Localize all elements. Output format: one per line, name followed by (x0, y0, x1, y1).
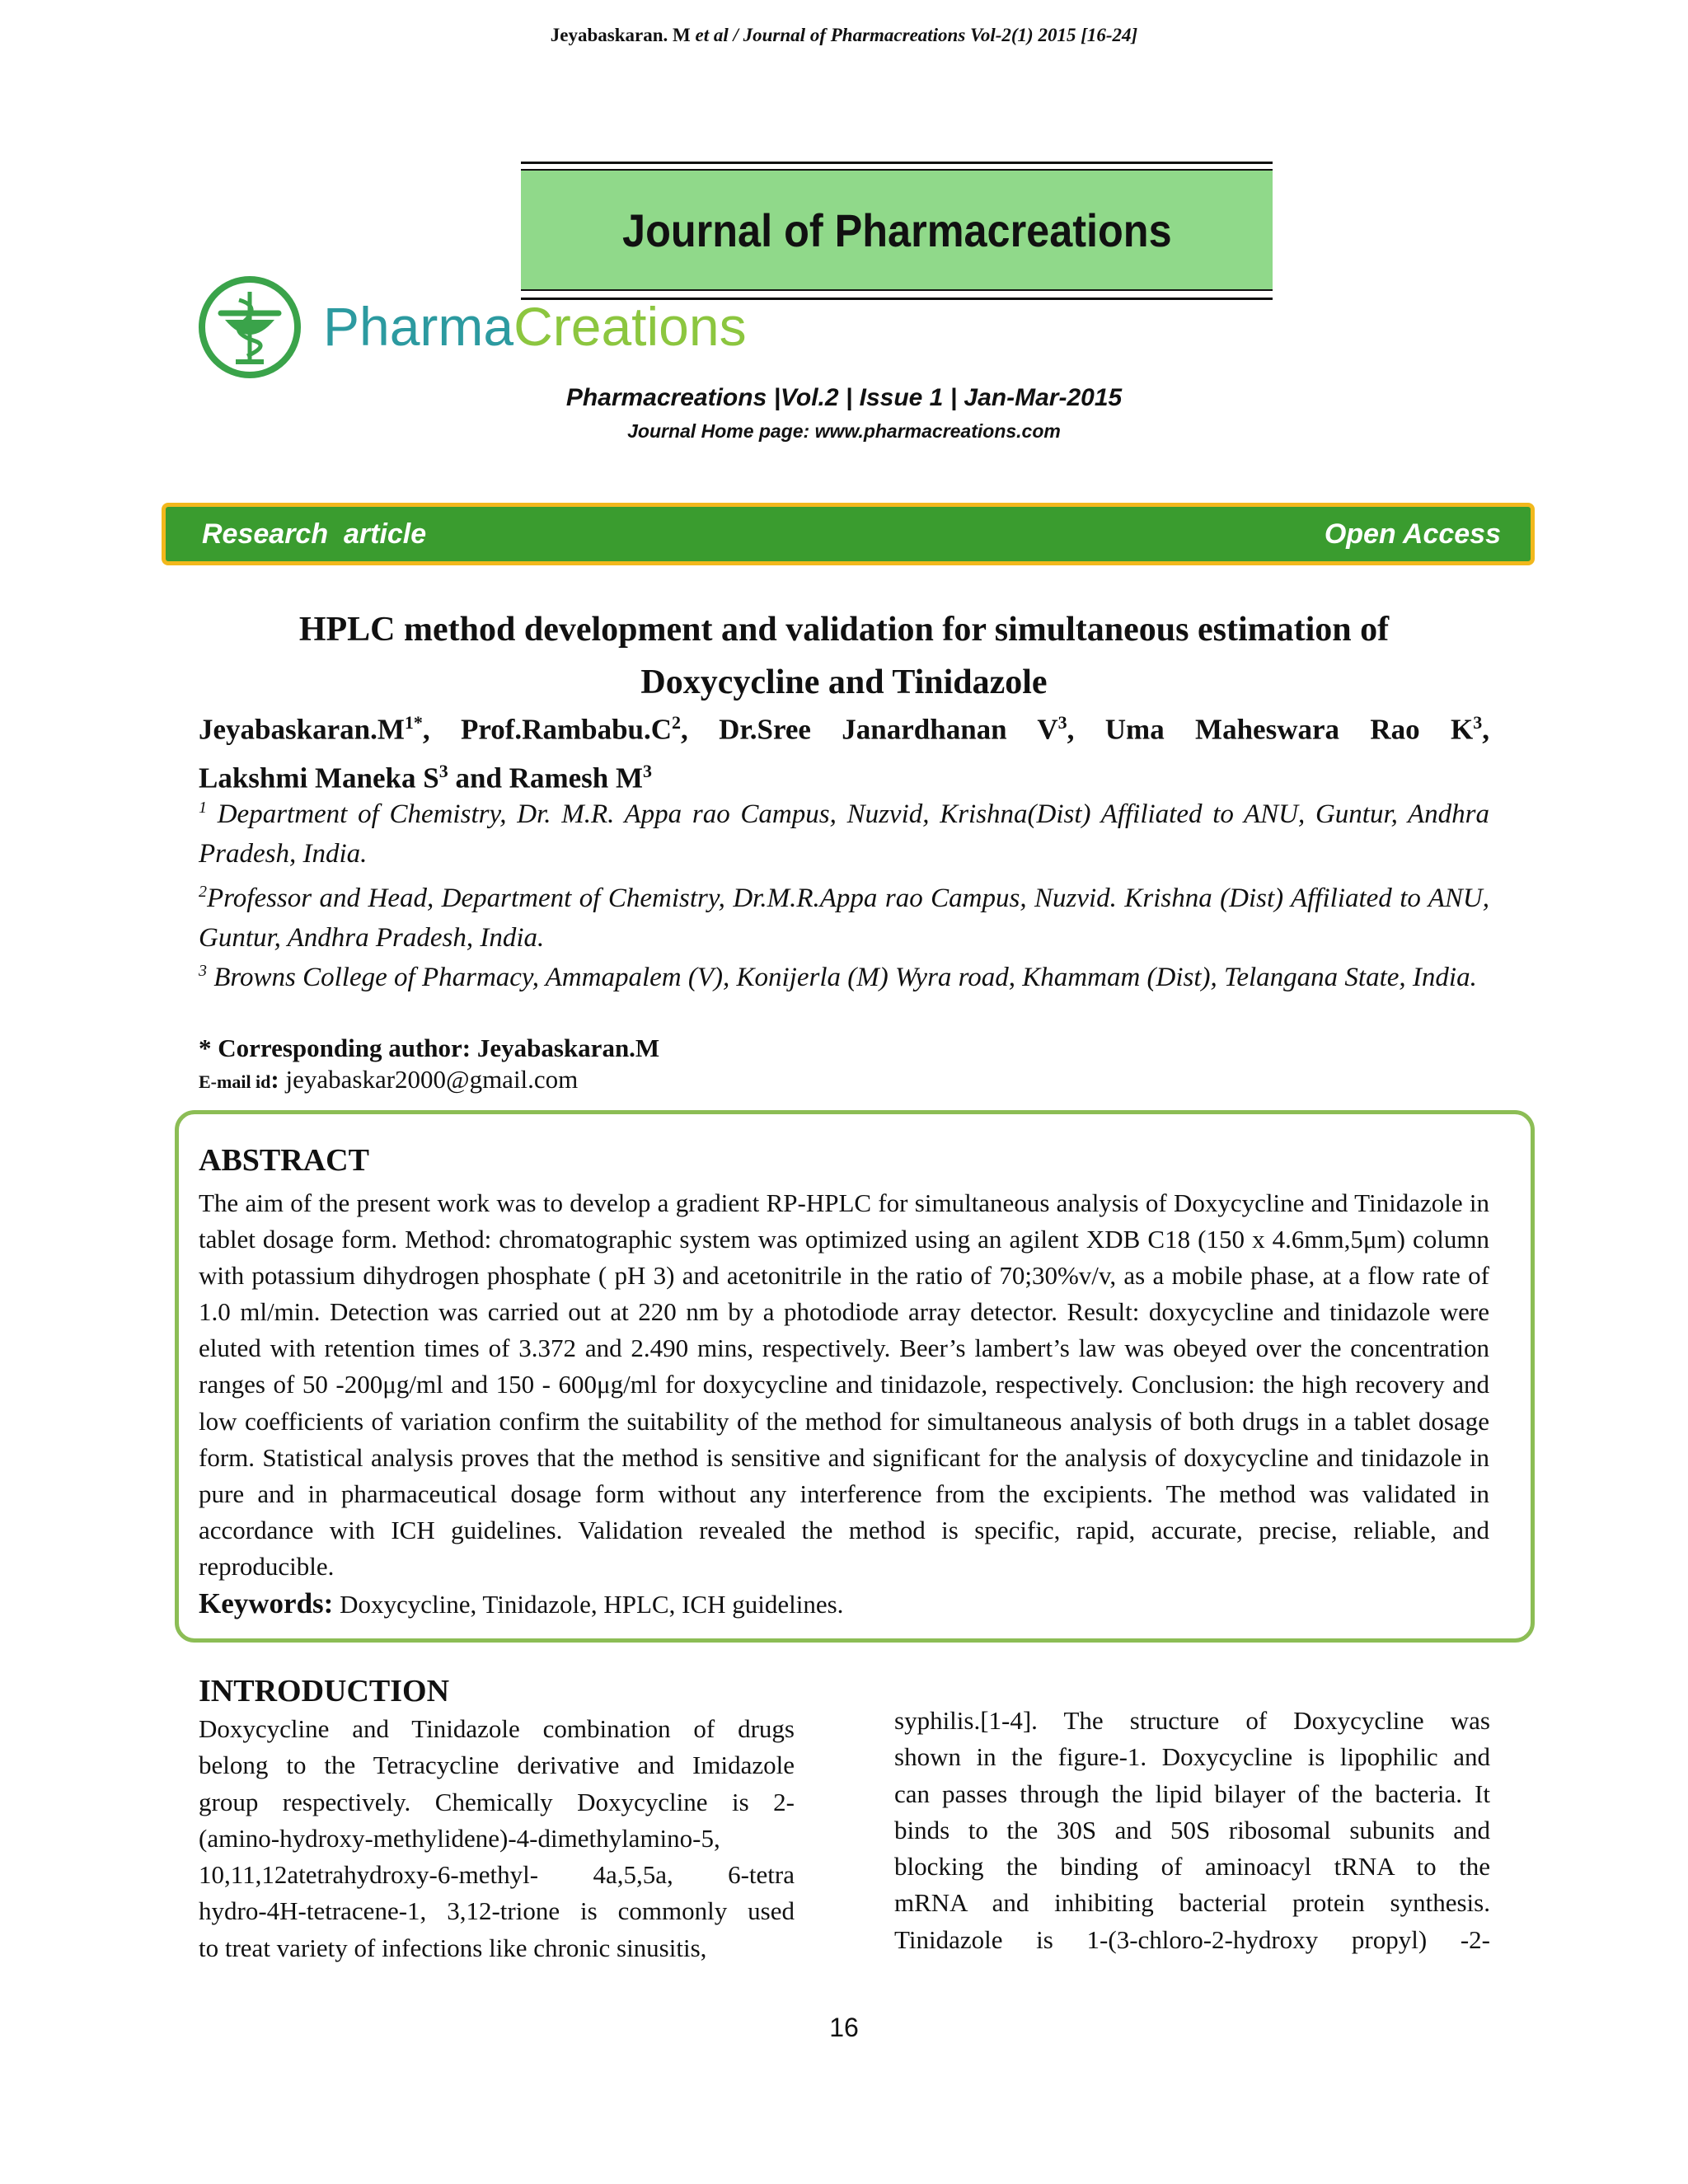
running-header-author: Jeyabaskaran. M (550, 25, 691, 45)
affiliation-2-text: Professor and Head, Department of Chemistry, Dr.M.R.Appa rao Campus, Nuzvid. Krishna (Dist) Affiliated to ANU, Guntur, Andhra Pradesh, India. (199, 883, 1489, 953)
intro-left-line: belong to the Tetracycline derivative and Imidazole (199, 1750, 795, 1780)
intro-right-line: syphilis.[1-4]. The structure of Doxycycline was (894, 1706, 1490, 1735)
intro-left-line: 10,11,12atetrahydroxy-6-methyl- 4a,5,5a, 6-tetra (199, 1860, 795, 1890)
email-separator: : (270, 1065, 286, 1094)
intro-left-line: (amino-hydroxy-methylidene)-4-dimethylamino-5, (199, 1823, 720, 1853)
author-2-sup: 2 (672, 712, 682, 733)
email-address[interactable]: jeyabaskar2000@gmail.com (285, 1065, 579, 1094)
intro-right-line: mRNA and inhibiting bacterial protein synthesis. (894, 1888, 1490, 1918)
intro-right-line: binds to the 30S and 50S ribosomal subunits and (894, 1815, 1490, 1844)
author-list (199, 702, 1489, 799)
author-4: , Uma Maheswara Rao K (1067, 713, 1474, 746)
abstract-body: The aim of the present work was to develop a gradient RP-HPLC for simultaneous analysis of Doxycycline and Tinidazole in tablet dosage form. Method: chromatographic system was optimized using an agilent XDB C18 (150 x 4.6mm,5μm) column with potassium dihydrogen phosphate ( pH 3) and acetonitrile in the ratio of 70;30%v/v, as a mobile phase, at a flow rate of 1.0 ml/min. Detection was carried out at 220 nm by a photodiode array detector. Result: doxycycline and tinidazole were eluted with retention times of 3.372 and 2.490 mins, respectively. Beer’s lambert’s law was obeyed over the concentration ranges of 50 -200μg/ml and 150 - 600μg/ml for doxycycline and tinidazole, respectively. Conclusion: the high recovery and low coefficients of variation confirm the suitability of the method for simultaneous analysis of both drugs in a tablet dosage form. Statistical analysis proves that the method is sensitive and significant for the analysis of doxycycline and tinidazole in pure and in pharmaceutical dosage form without any interference from the excipients. The method was validated in accordance with ICH guidelines. Validation revealed the method is specific, rapid, accurate, precise, reliable, and reproducible. (199, 1188, 1489, 1581)
author-3: , Dr.Sree Janardhanan V (681, 713, 1058, 746)
email-label: E-mail id (199, 1071, 271, 1092)
intro-right-line: can passes through the lipid bilayer of the bacteria. It (894, 1779, 1490, 1808)
article-type-bar (162, 503, 1535, 565)
corresponding-author: * Corresponding author: Jeyabaskaran.M (199, 1033, 660, 1062)
affiliation-2-sup: 2 (199, 883, 207, 901)
intro-left-line: hydro-4H-tetracene-1, 3,12-trione is commonly used (199, 1896, 795, 1926)
intro-left-line: group respectively. Chemically Doxycycline is 2- (199, 1787, 795, 1816)
affiliation-3 (199, 951, 1489, 997)
intro-right-line: shown in the figure-1. Doxycycline is lipophilic and (894, 1742, 1490, 1772)
affiliation-1-sup: 1 (199, 799, 207, 817)
affiliation-3-text: Browns College of Pharmacy, Ammapalem (V), Konijerla (M) Wyra road, Khammam (Dist), Telangana State, India. (207, 963, 1477, 992)
keywords-list: Doxycycline, Tinidazole, HPLC, ICH guidelines. (333, 1590, 844, 1619)
issue-line: Pharmacreations |Vol.2 | Issue 1 | Jan-Mar-2015 (565, 384, 1123, 411)
affiliation-1 (199, 788, 1489, 874)
logo-text-creations: Creations (513, 296, 747, 357)
paper-title-line-2: Doxycycline and Tinidazole (640, 663, 1048, 701)
intro-right-line: blocking the binding of aminoacyl tRNA to the (894, 1852, 1490, 1882)
keywords-label: Keywords: (199, 1587, 334, 1619)
author-5-sup: 3 (438, 760, 448, 781)
journal-banner (521, 162, 1273, 300)
keywords-line (199, 1587, 843, 1620)
paper-title-line-1: HPLC method development and validation for simultaneous estimation of (298, 611, 1390, 649)
running-header-journal: / Journal of Pharmacreations Vol-2(1) 2015 [16-24] (728, 25, 1138, 45)
author-4-sup: 3 (1473, 712, 1483, 733)
intro-left-line: to treat variety of infections like chronic sinusitis, (199, 1933, 707, 1962)
author-4-tail: , (1482, 713, 1489, 746)
open-access-label: Open Access (1324, 518, 1501, 550)
introduction-left-column (199, 1711, 795, 1966)
affiliation-1-text: Department of Chemistry, Dr. M.R. Appa rao Campus, Nuzvid, Krishna(Dist) Affiliated to ANU, Guntur, Andhra Pradesh, India. (199, 799, 1489, 869)
intro-left-line: Doxycycline and Tinidazole combination of drugs (199, 1714, 795, 1743)
affiliation-3-sup: 3 (199, 962, 207, 980)
caduceus-icon (196, 274, 303, 381)
journal-banner-fill (521, 169, 1273, 291)
running-header (0, 25, 1688, 46)
page-number: 16 (829, 2013, 859, 2042)
email-line (199, 1065, 578, 1094)
author-1-sup: 1* (404, 712, 423, 733)
introduction-right-column (894, 1703, 1490, 1958)
author-line-1 (199, 702, 1489, 751)
author-1: Jeyabaskaran.M (199, 713, 405, 746)
journal-banner-title: Journal of Pharmacreations (621, 204, 1172, 256)
author-3-sup: 3 (1057, 712, 1067, 733)
logo-text-pharma: Pharma (323, 296, 514, 357)
paper-title (165, 603, 1523, 709)
author-6-sup: 3 (643, 760, 653, 781)
article-type-label: Research article (202, 518, 427, 550)
author-5: Lakshmi Maneka S (199, 762, 439, 794)
journal-homepage-line: Journal Home page: www.pharmacreations.com (627, 420, 1061, 442)
introduction-heading: INTRODUCTION (199, 1674, 450, 1708)
abstract-heading: ABSTRACT (199, 1143, 369, 1178)
intro-right-line: Tinidazole is 1-(3-chloro-2-hydroxy propyl) -2- (894, 1924, 1490, 1954)
pharmacreations-logo (323, 295, 747, 358)
author-6: and Ramesh M (448, 762, 644, 794)
affiliation-2 (199, 872, 1489, 958)
running-header-etal: et al (690, 25, 729, 45)
author-2: , Prof.Rambabu.C (422, 713, 673, 746)
